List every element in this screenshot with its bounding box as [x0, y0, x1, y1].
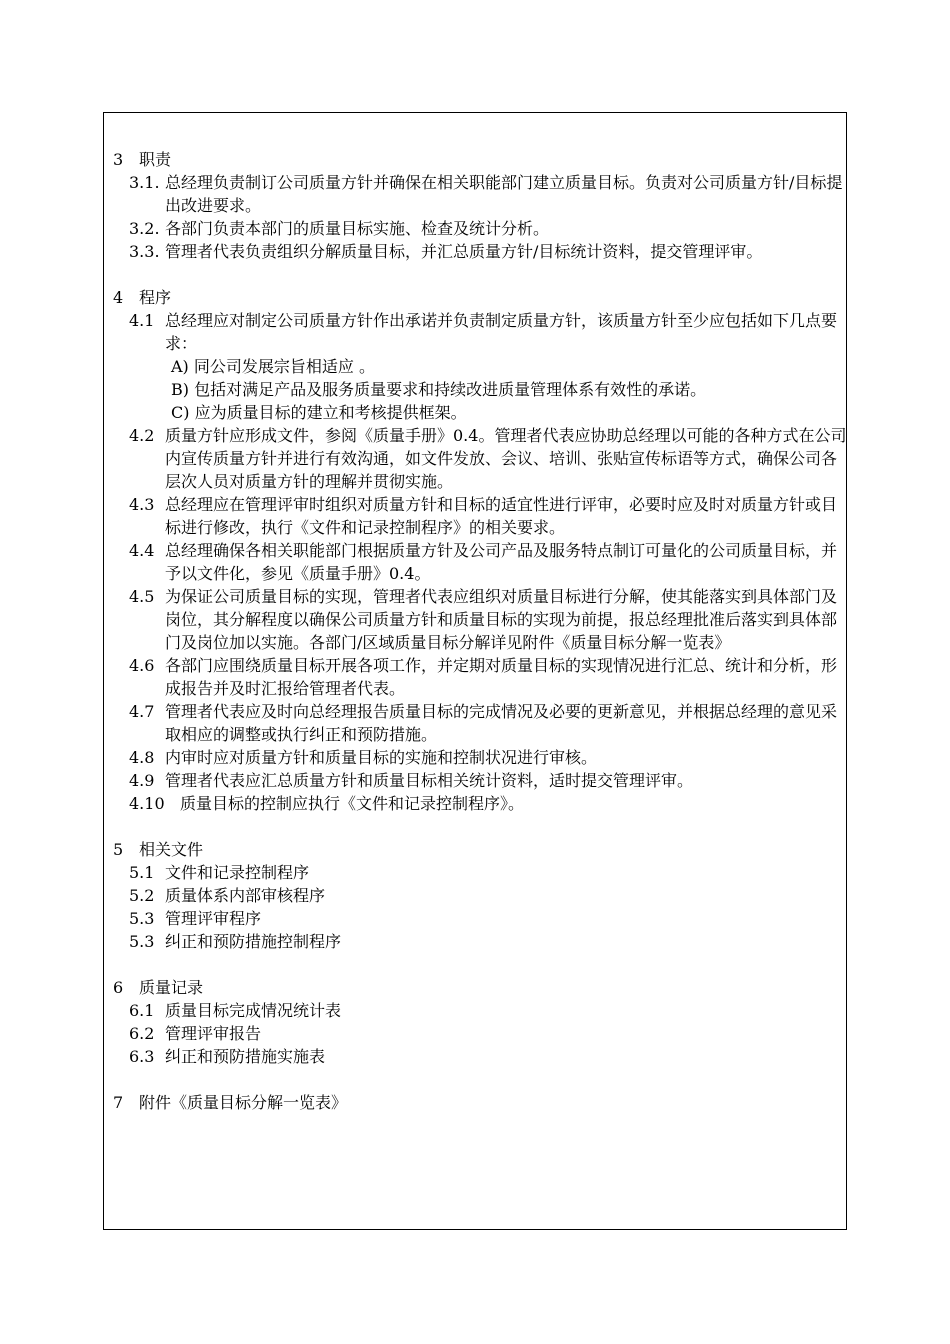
sub-item: A) 同公司发展宗旨相适应 。 — [171, 357, 375, 376]
list-item: 3.2. 各部门负责本部门的质量目标实施、检查及统计分析。 — [129, 219, 550, 238]
list-item: 4.5 为保证公司质量目标的实现，管理者代表应组织对质量目标进行分解，使其能落实到具体部门及岗位，其分解程度以确保公司质量方针和质量目标的实现为前提，报总经理批准后落实到具体部门及岗位加以实施。各部门/区域质量目标分解详见附件《质量目标分解一览表》 — [129, 587, 838, 652]
sub-item: B) 包括对满足产品及服务质量要求和持续改进质量管理体系有效性的承诺。 — [171, 380, 707, 399]
list-item: 5.3 纠正和预防措施控制程序 — [129, 932, 342, 951]
section-heading: 4 程序 — [113, 288, 172, 307]
list-item: 5.3 管理评审程序 — [129, 909, 262, 928]
list-item: 3.3. 管理者代表负责组织分解质量目标，并汇总质量方针/目标统计资料，提交管理评审。 — [129, 242, 763, 261]
list-item: 4.10 质量目标的控制应执行《文件和记录控制程序》。 — [129, 794, 525, 813]
list-item: 6.2 管理评审报告 — [129, 1024, 262, 1043]
list-item: 4.1 总经理应对制定公司质量方针作出承诺并负责制定质量方针，该质量方针至少应包括如下几点要求： — [129, 311, 838, 353]
list-item: 5.1 文件和记录控制程序 — [129, 863, 310, 882]
list-item: 6.1 质量目标完成情况统计表 — [129, 1001, 342, 1020]
section-heading: 7 附件《质量目标分解一览表》 — [113, 1093, 348, 1112]
list-item: 4.2 质量方针应形成文件，参阅《质量手册》0.4。管理者代表应协助总经理以可能的各种方式在公司内宣传质量方针并进行有效沟通，如文件发放、会议、培训、张贴宣传标语等方式，确保公司各层次人员对质量方针的理解并贯彻实施。 — [129, 426, 847, 491]
list-item: 4.6 各部门应围绕质量目标开展各项工作，并定期对质量目标的实现情况进行汇总、统计和分析，形成报告并及时汇报给管理者代表。 — [129, 656, 838, 698]
list-item: 5.2 质量体系内部审核程序 — [129, 886, 326, 905]
list-item: 4.8 内审时应对质量方针和质量目标的实施和控制状况进行审核。 — [129, 748, 598, 767]
list-item: 3.1. 总经理负责制订公司质量方针并确保在相关职能部门建立质量目标。负责对公司质量方针/目标提出改进要求。 — [129, 173, 843, 215]
section-heading: 6 质量记录 — [113, 978, 204, 997]
document-body — [113, 148, 848, 1114]
list-item: 4.9 管理者代表应汇总质量方针和质量目标相关统计资料，适时提交管理评审。 — [129, 771, 694, 790]
list-item: 4.7 管理者代表应及时向总经理报告质量目标的完成情况及必要的更新意见，并根据总经理的意见采取相应的调整或执行纠正和预防措施。 — [129, 702, 838, 744]
sub-item: C) 应为质量目标的建立和考核提供框架。 — [171, 403, 467, 422]
list-item: 6.3 纠正和预防措施实施表 — [129, 1047, 326, 1066]
list-item: 4.3 总经理应在管理评审时组织对质量方针和目标的适宜性进行评审，必要时应及时对质量方针或目标进行修改，执行《文件和记录控制程序》的相关要求。 — [129, 495, 838, 537]
section-heading: 5 相关文件 — [113, 840, 204, 859]
list-item: 4.4 总经理确保各相关职能部门根据质量方针及公司产品及服务特点制订可量化的公司质量目标，并予以文件化，参见《质量手册》0.4。 — [129, 541, 838, 583]
section-heading: 3 职责 — [113, 150, 172, 169]
